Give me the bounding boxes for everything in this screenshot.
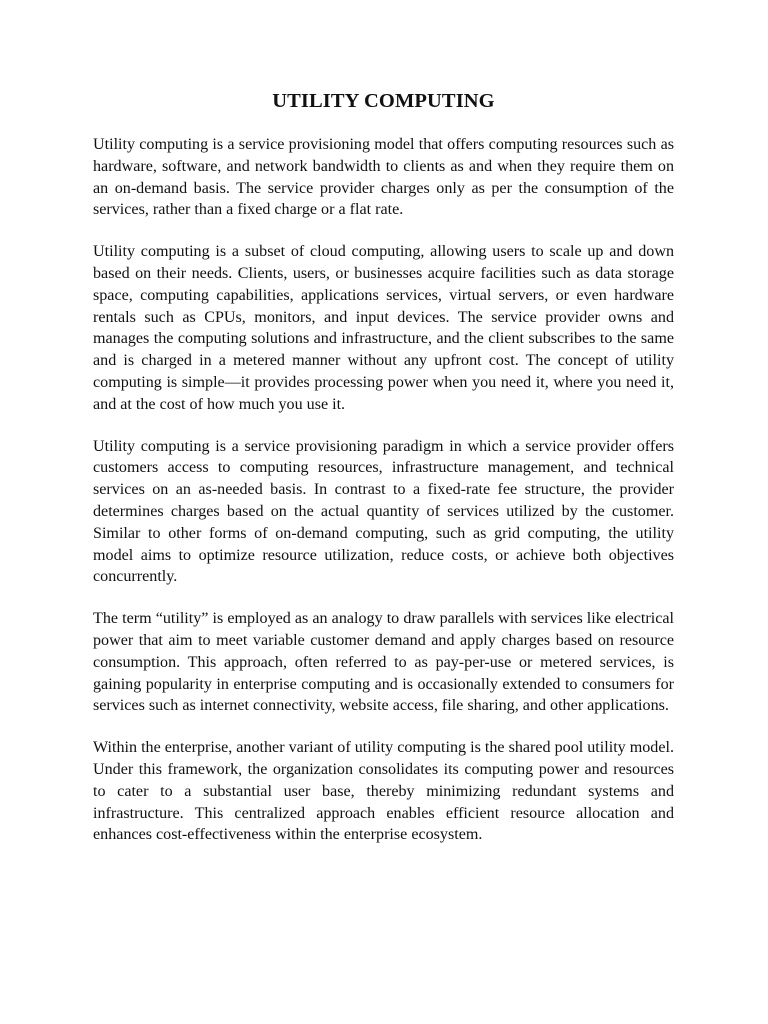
paragraph-shared-pool: Within the enterprise, another variant of utility computing is the shared pool utility model. Under this framework, the organization consolidates its computing power and resources to cater to a substantial user base, thereby minimizing redundant systems and infrastructure. This centralized approach enables efficient resource allocation and enhances cost-effectiveness within the enterprise ecosystem. xyxy=(93,739,674,844)
paragraph-provisioning-paradigm: Utility computing is a service provisioning paradigm in which a service provider offers customers access to computing resources, infrastructure management, and technical services on an as-needed basis. In contrast to a fixed-rate fee structure, the provider determines charges based on the actual quantity of services utilized by the customer. Similar to other forms of on-demand computing, such as grid computing, the utility model aims to optimize resource utilization, reduce costs, or achieve both objectives concurrently. xyxy=(93,437,674,586)
paragraph-utility-term: The term “utility” is employed as an analogy to draw parallels with services like electrical power that aim to meet variable customer demand and apply charges based on resource consumption. This approach, often referred to as pay-per-use or metered services, is gaining popularity in enterprise computing and is occasionally extended to consumers for services such as internet connectivity, website access, file sharing, and other applications. xyxy=(93,610,674,715)
paragraph-definition: Utility computing is a service provisioning model that offers computing resources such as hardware, software, and network bandwidth to clients as and when they require them on an on-demand basis. The service provider charges only as per the consumption of the services, rather than a fixed charge or a flat rate. xyxy=(93,136,674,219)
document-title: UTILITY COMPUTING xyxy=(272,90,495,112)
paragraph-cloud-subset: Utility computing is a subset of cloud computing, allowing users to scale up and down based on their needs. Clients, users, or businesses acquire facilities such as data storage space, computing capabilities, applications services, virtual servers, or even hardware rentals such as CPUs, monitors, and input devices. The service provider owns and manages the computing solutions and infrastructure, and the client subscribes to the same and is charged in a metered manner without any upfront cost. The concept of utility computing is simple—it provides processing power when you need it, where you need it, and at the cost of how much you use it. xyxy=(93,243,674,413)
document-page xyxy=(93,89,674,866)
